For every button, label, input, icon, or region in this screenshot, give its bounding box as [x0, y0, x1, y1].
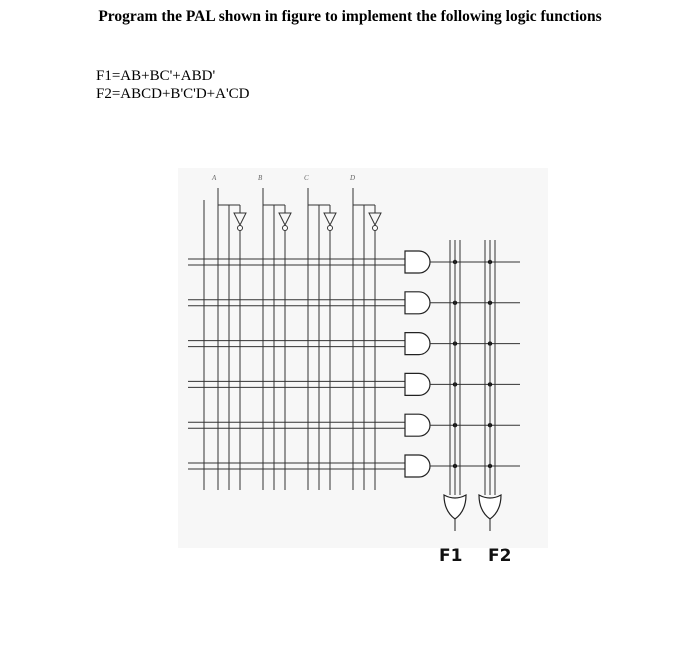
- function-f2: F2=ABCD+B'C'D+A'CD: [96, 86, 250, 102]
- function-f1: F1=AB+BC'+ABD': [96, 68, 216, 84]
- output-label-f1: F1: [439, 546, 463, 566]
- input-label-a: A: [212, 174, 217, 182]
- input-label-c: C: [304, 174, 309, 182]
- output-label-f2: F2: [488, 546, 512, 566]
- input-label-b: B: [258, 174, 263, 182]
- diagram-background: [178, 168, 548, 548]
- input-label-d: D: [350, 174, 356, 182]
- question-title: Program the PAL shown in figure to implement the following logic functions: [98, 8, 602, 25]
